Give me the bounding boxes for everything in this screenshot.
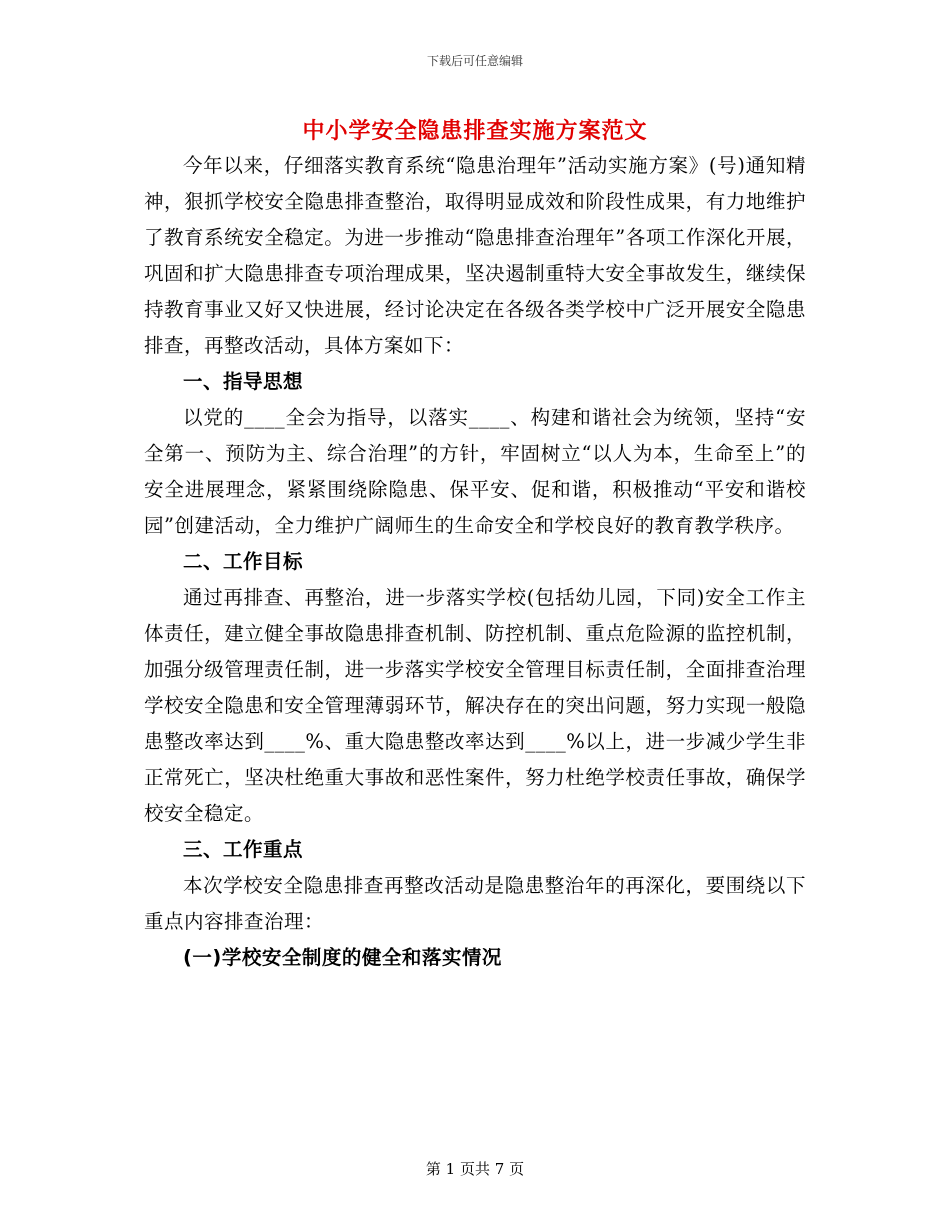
section-heading-guiding-ideology: 一、指导思想 xyxy=(183,370,304,393)
document-body xyxy=(144,148,806,976)
section-body-work-focus: 本次学校安全隐患排查再整改活动是隐患整治年的再深化，要围绕以下重点内容排查治理： xyxy=(144,874,806,933)
header-note: 下载后可任意编辑 xyxy=(426,54,523,68)
document-title: 中小学安全隐患排查实施方案范文 xyxy=(302,118,648,144)
page-footer: 第 1 页共 7 页 xyxy=(425,1160,525,1178)
subsection-heading-safety-system: (一)学校安全制度的健全和落实情况 xyxy=(183,946,502,969)
section-heading-work-focus: 三、工作重点 xyxy=(183,838,304,861)
section-body-work-goals: 通过再排查、再整治，进一步落实学校(包括幼儿园，下同)安全工作主体责任，建立健全事故隐患排查机制、防控机制、重点危险源的监控机制，加强分级管理责任制，进一步落实学校安全管理目标责任制，全面排查治理学校安全隐患和安全管理薄弱环节，解决存在的突出问题，努力实现一般隐患整改率达到____%、重大隐患整改率达到____%以上，进一步减少学生非正常死亡，坚决杜绝重大事故和恶性案件，努力杜绝学校责任事故，确保学校安全稳定。 xyxy=(144,586,806,825)
intro-paragraph: 今年以来，仔细落实教育系统“隐患治理年”活动实施方案》(号)通知精神，狠抓学校安全隐患排查整治，取得明显成效和阶段性成果，有力地维护了教育系统安全稳定。为进一步推动“隐患排查治理年”各项工作深化开展，巩固和扩大隐患排查专项治理成果，坚决遏制重特大安全事故发生，继续保持教育事业又好又快进展，经讨论决定在各级各类学校中广泛开展安全隐患排查，再整改活动，具体方案如下： xyxy=(144,154,806,357)
section-heading-work-goals: 二、工作目标 xyxy=(183,550,304,573)
section-body-guiding-ideology: 以党的____全会为指导，以落实____、构建和谐社会为统领，坚持“安全第一、预防为主、综合治理”的方针，牢固树立“以人为本，生命至上”的安全进展理念，紧紧围绕除隐患、保平安、促和谐，积极推动“平安和谐校园”创建活动，全力维护广阔师生的生命安全和学校良好的教育教学秩序。 xyxy=(144,406,806,537)
